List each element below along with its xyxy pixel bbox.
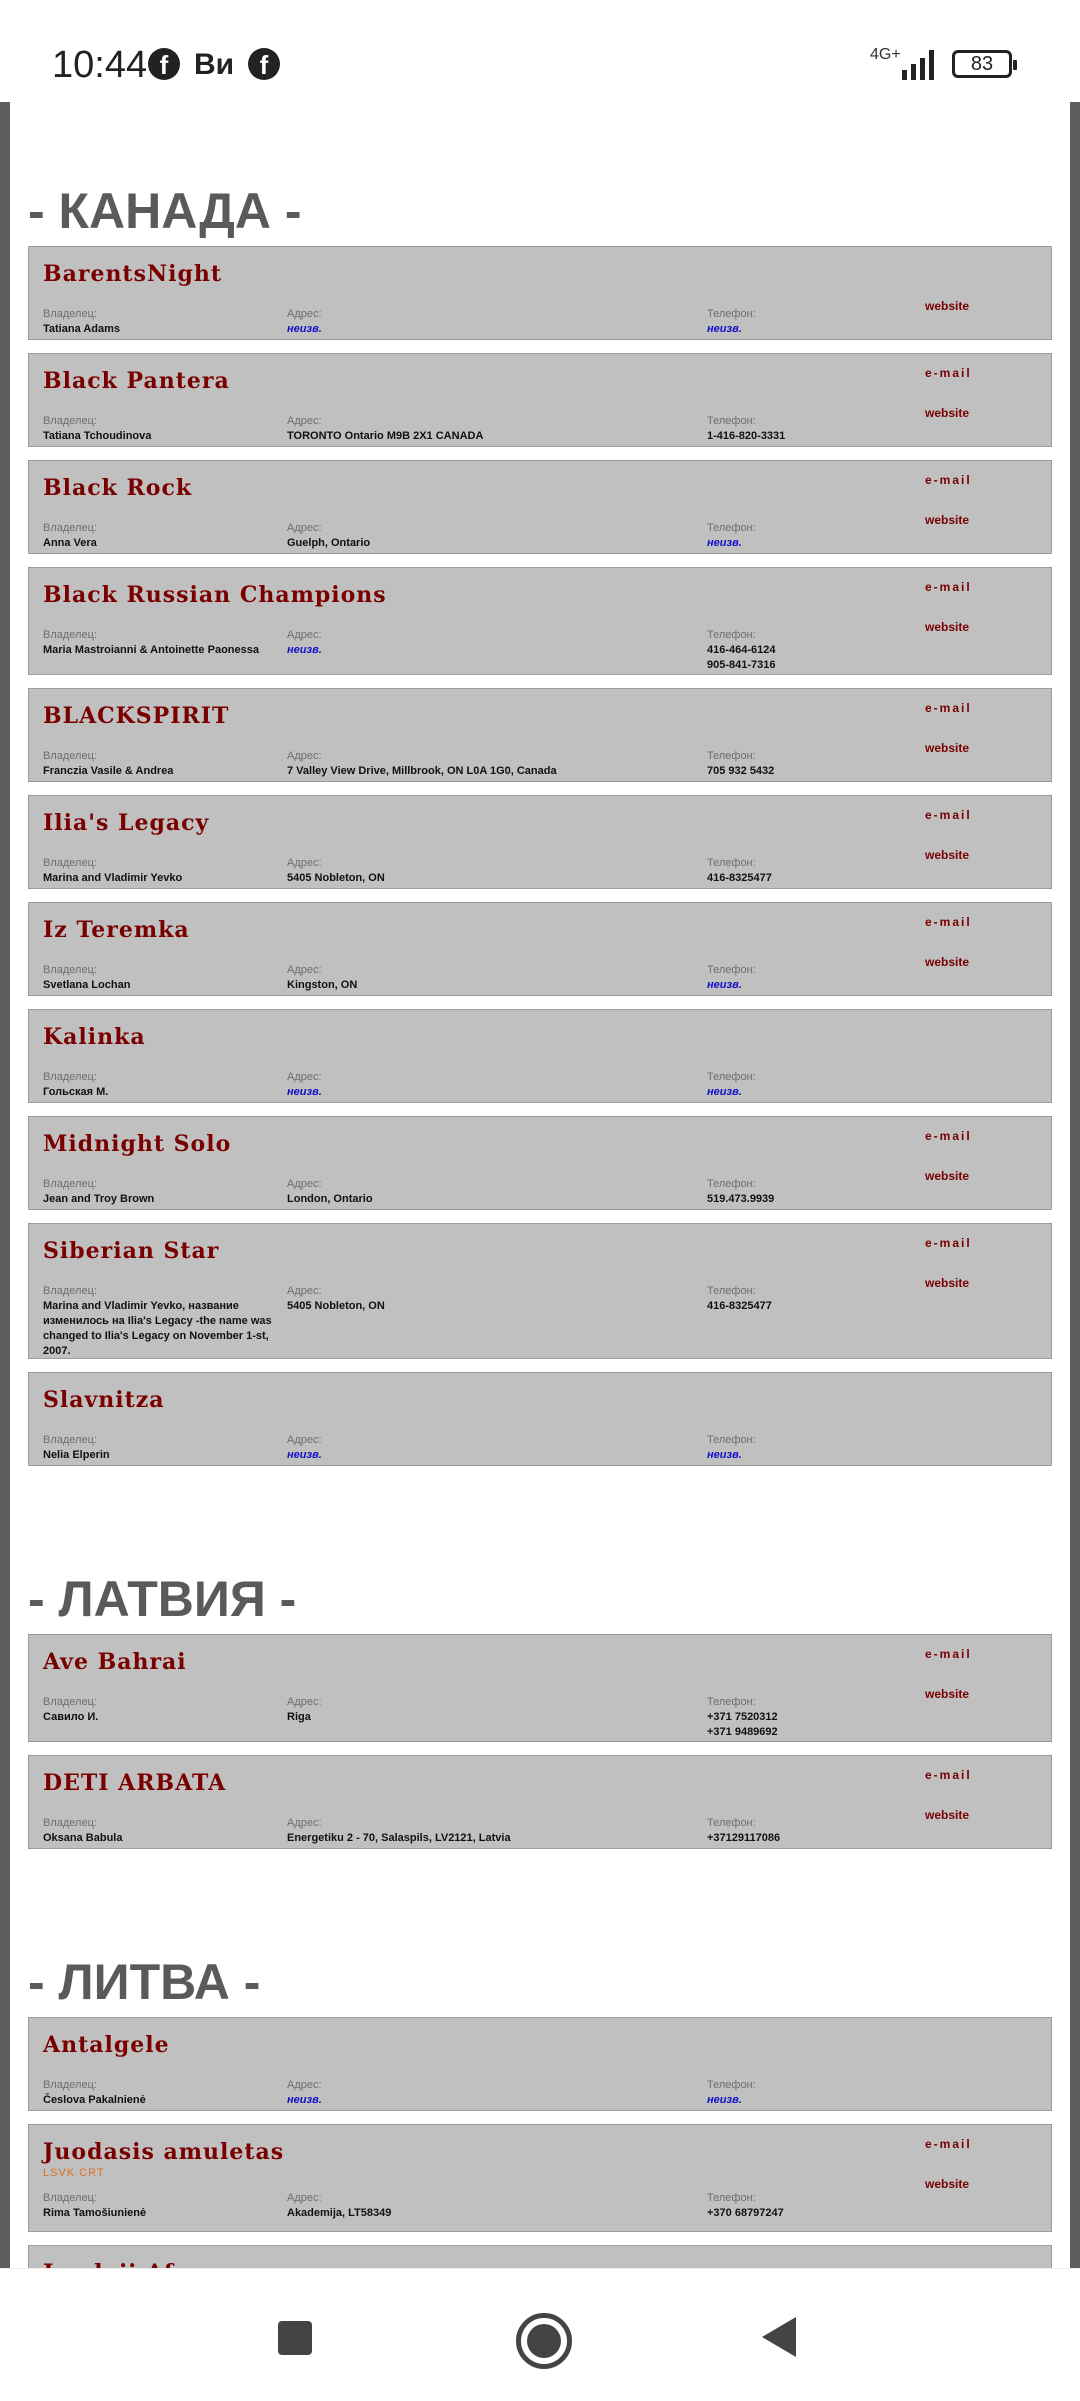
- navigation-bar: [0, 2268, 1080, 2401]
- website-link[interactable]: website: [925, 741, 970, 755]
- phone-field: [707, 1070, 907, 1100]
- address-field-value: 5405 Nobleton, ON: [287, 1300, 385, 1312]
- country-heading: - КАНАДА -: [28, 183, 302, 239]
- cattery-name: Slavnitza: [43, 1387, 165, 1413]
- phone-field-label: Телефон:: [707, 964, 756, 976]
- address-field-value: Kingston, ON: [287, 979, 358, 991]
- status-time: 10:44: [52, 44, 148, 86]
- website-link[interactable]: website: [925, 406, 970, 420]
- contact-links: [925, 2137, 995, 2191]
- owner-field: [43, 2078, 279, 2108]
- cattery-name: Black Rock: [43, 475, 193, 501]
- address-field: [287, 1284, 687, 1314]
- phone-field: [707, 2078, 907, 2108]
- network-type: 4G+: [870, 46, 901, 63]
- website-link[interactable]: website: [925, 1687, 970, 1701]
- web-view[interactable]: [0, 102, 1080, 2268]
- owner-field-label: Владелец:: [43, 1434, 97, 1446]
- address-field-value: неизв.: [287, 1086, 322, 1098]
- owner-field-value: Гольская М.: [43, 1086, 109, 1098]
- owner-field-value: Nelia Elperin: [43, 1449, 110, 1461]
- address-field-value: неизв.: [287, 323, 322, 335]
- owner-field: [43, 521, 279, 551]
- battery-icon: 83: [952, 50, 1012, 78]
- address-field: [287, 628, 687, 658]
- phone-field-label: Телефон:: [707, 1696, 756, 1708]
- address-field: [287, 2191, 687, 2221]
- contact-links: [925, 808, 995, 862]
- phone-field: [707, 414, 907, 444]
- phone-field-value: неизв.: [707, 2094, 742, 2106]
- owner-field-value: Oksana Babula: [43, 1832, 123, 1844]
- address-field-label: Адрес:: [287, 1817, 322, 1829]
- phone-field-value: 416-8325477: [707, 872, 772, 884]
- address-field-label: Адрес:: [287, 857, 322, 869]
- contact-links: [925, 1647, 995, 1701]
- contact-links: [925, 473, 995, 527]
- owner-field-label: Владелец:: [43, 1817, 97, 1829]
- owner-field-label: Владелец:: [43, 415, 97, 427]
- phone-field-value: +371 7520312 +371 9489692: [707, 1711, 778, 1738]
- website-link[interactable]: website: [925, 299, 970, 313]
- email-link[interactable]: e-mail: [925, 473, 972, 487]
- address-field-label: Адрес:: [287, 750, 322, 762]
- facebook-icon: f: [148, 48, 180, 80]
- cattery-name: Ave Bahrai: [43, 1649, 187, 1675]
- contact-links: [925, 1129, 995, 1183]
- address-field: [287, 414, 687, 444]
- page-border-left: [0, 102, 10, 2268]
- phone-field-label: Телефон:: [707, 2192, 756, 2204]
- website-link[interactable]: website: [925, 1808, 970, 1822]
- owner-field: [43, 307, 279, 337]
- contact-links: [925, 1768, 995, 1822]
- cattery-card: [28, 353, 1052, 447]
- cattery-card: [28, 688, 1052, 782]
- cattery-name: Black Russian Champions: [43, 582, 387, 608]
- phone-field-label: Телефон:: [707, 2079, 756, 2091]
- cattery-name: BarentsNight: [43, 261, 222, 287]
- address-field-label: Адрес:: [287, 2192, 322, 2204]
- phone-field: [707, 1433, 907, 1463]
- cattery-card: [28, 795, 1052, 889]
- phone-field-value: 1-416-820-3331: [707, 430, 786, 442]
- email-link[interactable]: e-mail: [925, 1236, 972, 1250]
- contact-links: [925, 259, 995, 313]
- address-field: [287, 856, 687, 886]
- website-link[interactable]: website: [925, 2177, 970, 2191]
- phone-field-label: Телефон:: [707, 1285, 756, 1297]
- status-bar: [0, 0, 1080, 102]
- address-field-label: Адрес:: [287, 2079, 322, 2091]
- owner-field: [43, 1177, 279, 1207]
- signal-icon: [900, 48, 940, 80]
- phone-field-label: Телефон:: [707, 522, 756, 534]
- phone-field-value: 416-464-6124 905-841-7316: [707, 644, 776, 671]
- phone-field: [707, 1284, 907, 1314]
- address-field-value: Riga: [287, 1711, 311, 1723]
- cattery-card: [28, 246, 1052, 340]
- address-field-value: Akademija, LT58349: [287, 2207, 392, 2219]
- address-field-label: Адрес:: [287, 1285, 322, 1297]
- back-icon[interactable]: [762, 2317, 796, 2357]
- cattery-card: [28, 2017, 1052, 2111]
- contact-links: [925, 915, 995, 969]
- owner-field-label: Владелец:: [43, 1178, 97, 1190]
- cattery-name: BLACKSPIRIT: [43, 703, 230, 729]
- phone-field-value: неизв.: [707, 979, 742, 991]
- email-link[interactable]: e-mail: [925, 1129, 972, 1143]
- owner-field: [43, 2191, 279, 2221]
- owner-field-label: Владелец:: [43, 1696, 97, 1708]
- owner-field: [43, 856, 279, 886]
- phone-field-value: неизв.: [707, 1449, 742, 1461]
- address-field: [287, 521, 687, 551]
- owner-field-label: Владелец:: [43, 522, 97, 534]
- phone-field-label: Телефон:: [707, 415, 756, 427]
- contact-links: [925, 1236, 995, 1290]
- phone-field-label: Телефон:: [707, 857, 756, 869]
- owner-field-value: Tatiana Adams: [43, 323, 121, 335]
- address-field: [287, 307, 687, 337]
- email-link[interactable]: e-mail: [925, 580, 972, 594]
- phone-field-value: +37129117086: [707, 1832, 781, 1844]
- phone-field-label: Телефон:: [707, 1434, 756, 1446]
- website-link[interactable]: website: [925, 955, 970, 969]
- website-link[interactable]: website: [925, 513, 970, 527]
- email-link[interactable]: e-mail: [925, 1647, 972, 1661]
- cattery-card: [28, 1372, 1052, 1466]
- address-field-value: TORONTO Ontario M9B 2X1 CANADA: [287, 430, 484, 442]
- address-field: [287, 1695, 687, 1725]
- owner-field: [43, 1816, 279, 1846]
- address-field-label: Адрес:: [287, 629, 322, 641]
- address-field-value: Guelph, Ontario: [287, 537, 371, 549]
- phone-field: [707, 2191, 907, 2221]
- owner-field-value: Tatiana Tchoudinova: [43, 430, 152, 442]
- email-link[interactable]: e-mail: [925, 808, 972, 822]
- phone-field-label: Телефон:: [707, 750, 756, 762]
- address-field-label: Адрес:: [287, 1434, 322, 1446]
- phone-field-value: 705 932 5432: [707, 765, 775, 777]
- address-field: [287, 1816, 687, 1846]
- cattery-card: [28, 1116, 1052, 1210]
- page-border-right: [1070, 102, 1080, 2268]
- owner-field: [43, 1695, 279, 1725]
- cattery-card: [28, 902, 1052, 996]
- phone-field-label: Телефон:: [707, 629, 756, 641]
- country-heading: - ЛАТВИЯ -: [28, 1571, 297, 1627]
- address-field: [287, 1070, 687, 1100]
- owner-field-value: Marina and Vladimir Yevko: [43, 872, 183, 884]
- cattery-name: Black Pantera: [43, 368, 230, 394]
- cattery-name: Antalgele: [43, 2032, 170, 2058]
- cattery-name: Kalinka: [43, 1024, 146, 1050]
- email-link[interactable]: e-mail: [925, 366, 972, 380]
- phone-field-value: неизв.: [707, 1086, 742, 1098]
- address-field-label: Адрес:: [287, 1071, 322, 1083]
- phone-field: [707, 1816, 907, 1846]
- address-field-value: неизв.: [287, 644, 322, 656]
- owner-field-label: Владелец:: [43, 2079, 97, 2091]
- owner-field-value: Svetlana Lochan: [43, 979, 131, 991]
- phone-field-label: Телефон:: [707, 1071, 756, 1083]
- website-link[interactable]: website: [925, 1169, 970, 1183]
- country-heading: - ЛИТВА -: [28, 1954, 261, 2010]
- owner-field-value: Česlova Pakalnienė: [43, 2094, 146, 2106]
- home-icon[interactable]: [516, 2313, 572, 2369]
- phone-field-label: Телефон:: [707, 1817, 756, 1829]
- owner-field-label: Владелец:: [43, 629, 97, 641]
- phone-field: [707, 1695, 907, 1740]
- email-link[interactable]: e-mail: [925, 2137, 972, 2151]
- owner-field: [43, 628, 279, 658]
- owner-field-value: Jean and Troy Brown: [43, 1193, 155, 1205]
- owner-field: [43, 963, 279, 993]
- owner-field-value: Franczia Vasile & Andrea: [43, 765, 174, 777]
- cattery-card: [28, 1634, 1052, 1742]
- owner-field-value: Maria Mastroianni & Antoinette Paonessa: [43, 644, 259, 656]
- phone-field-value: +370 68797247: [707, 2207, 784, 2219]
- website-link[interactable]: website: [925, 620, 970, 634]
- owner-field-value: Anna Vera: [43, 537, 97, 549]
- cattery-name: DETI ARBATA: [43, 1770, 227, 1796]
- owner-field-value: Marina and Vladimir Yevko, название изменилось на Ilia's Legacy -the name was changed to Ilia's Legacy on November 1-st, 2007.: [43, 1300, 272, 1357]
- phone-field-value: 416-8325477: [707, 1300, 772, 1312]
- owner-field: [43, 1070, 279, 1100]
- owner-field: [43, 749, 279, 779]
- address-field: [287, 1433, 687, 1463]
- cattery-card: [28, 567, 1052, 675]
- contact-links: [925, 366, 995, 420]
- phone-field: [707, 749, 907, 779]
- address-field-value: London, Ontario: [287, 1193, 373, 1205]
- address-field-value: Energetiku 2 - 70, Salaspils, LV2121, Latvia: [287, 1832, 511, 1844]
- email-link[interactable]: e-mail: [925, 1768, 972, 1782]
- phone-field: [707, 521, 907, 551]
- owner-field-value: Rima Tamošiunienė: [43, 2207, 147, 2219]
- website-link[interactable]: website: [925, 1276, 970, 1290]
- phone-field: [707, 307, 907, 337]
- owner-field-label: Владелец:: [43, 964, 97, 976]
- contact-links: [925, 580, 995, 634]
- cattery-name: Siberian Star: [43, 1238, 220, 1264]
- owner-field-label: Владелец:: [43, 857, 97, 869]
- owner-field-label: Владелец:: [43, 308, 97, 320]
- phone-field-value: 519.473.9939: [707, 1193, 775, 1205]
- address-field: [287, 2078, 687, 2108]
- cattery-name: Ilia's Legacy: [43, 810, 210, 836]
- phone-field-label: Телефон:: [707, 308, 756, 320]
- phone-field-value: неизв.: [707, 537, 742, 549]
- address-field-value: 7 Valley View Drive, Millbrook, ON L0A 1G0, Canada: [287, 765, 557, 777]
- contact-links: [925, 701, 995, 755]
- email-link[interactable]: e-mail: [925, 915, 972, 929]
- owner-field-label: Владелец:: [43, 750, 97, 762]
- phone-field-label: Телефон:: [707, 1178, 756, 1190]
- address-field-label: Адрес:: [287, 964, 322, 976]
- address-field-value: 5405 Nobleton, ON: [287, 872, 385, 884]
- cattery-card: [28, 1223, 1052, 1359]
- cattery-name: Midnight Solo: [43, 1131, 232, 1157]
- recents-icon[interactable]: [278, 2321, 312, 2355]
- cattery-card: [28, 460, 1052, 554]
- phone-field: [707, 963, 907, 993]
- phone-field: [707, 628, 907, 673]
- address-field: [287, 749, 687, 779]
- email-link[interactable]: e-mail: [925, 701, 972, 715]
- owner-field-label: Владелец:: [43, 1285, 97, 1297]
- cattery-name: Juodasis amuletas: [43, 2139, 285, 2165]
- address-field-value: неизв.: [287, 2094, 322, 2106]
- cattery-subtitle: LSVK CRT: [43, 2167, 105, 2179]
- address-field-label: Адрес:: [287, 1696, 322, 1708]
- cattery-name: Iz Teremka: [43, 917, 190, 943]
- address-field: [287, 1177, 687, 1207]
- owner-field-label: Владелец:: [43, 1071, 97, 1083]
- owner-field: [43, 1284, 279, 1359]
- owner-field-value: Савило И.: [43, 1711, 99, 1723]
- website-link[interactable]: website: [925, 848, 970, 862]
- owner-field: [43, 414, 279, 444]
- address-field-label: Адрес:: [287, 522, 322, 534]
- phone-field: [707, 856, 907, 886]
- vi-notification-icon: Ви: [194, 48, 235, 81]
- facebook-icon: f: [248, 48, 280, 80]
- address-field-label: Адрес:: [287, 415, 322, 427]
- cattery-card: [28, 1009, 1052, 1103]
- phone-field-value: неизв.: [707, 323, 742, 335]
- address-field-label: Адрес:: [287, 308, 322, 320]
- owner-field-label: Владелец:: [43, 2192, 97, 2204]
- cattery-card: [28, 2124, 1052, 2232]
- address-field: [287, 963, 687, 993]
- address-field-value: неизв.: [287, 1449, 322, 1461]
- owner-field: [43, 1433, 279, 1463]
- address-field-label: Адрес:: [287, 1178, 322, 1190]
- phone-field: [707, 1177, 907, 1207]
- cattery-card: [28, 1755, 1052, 1849]
